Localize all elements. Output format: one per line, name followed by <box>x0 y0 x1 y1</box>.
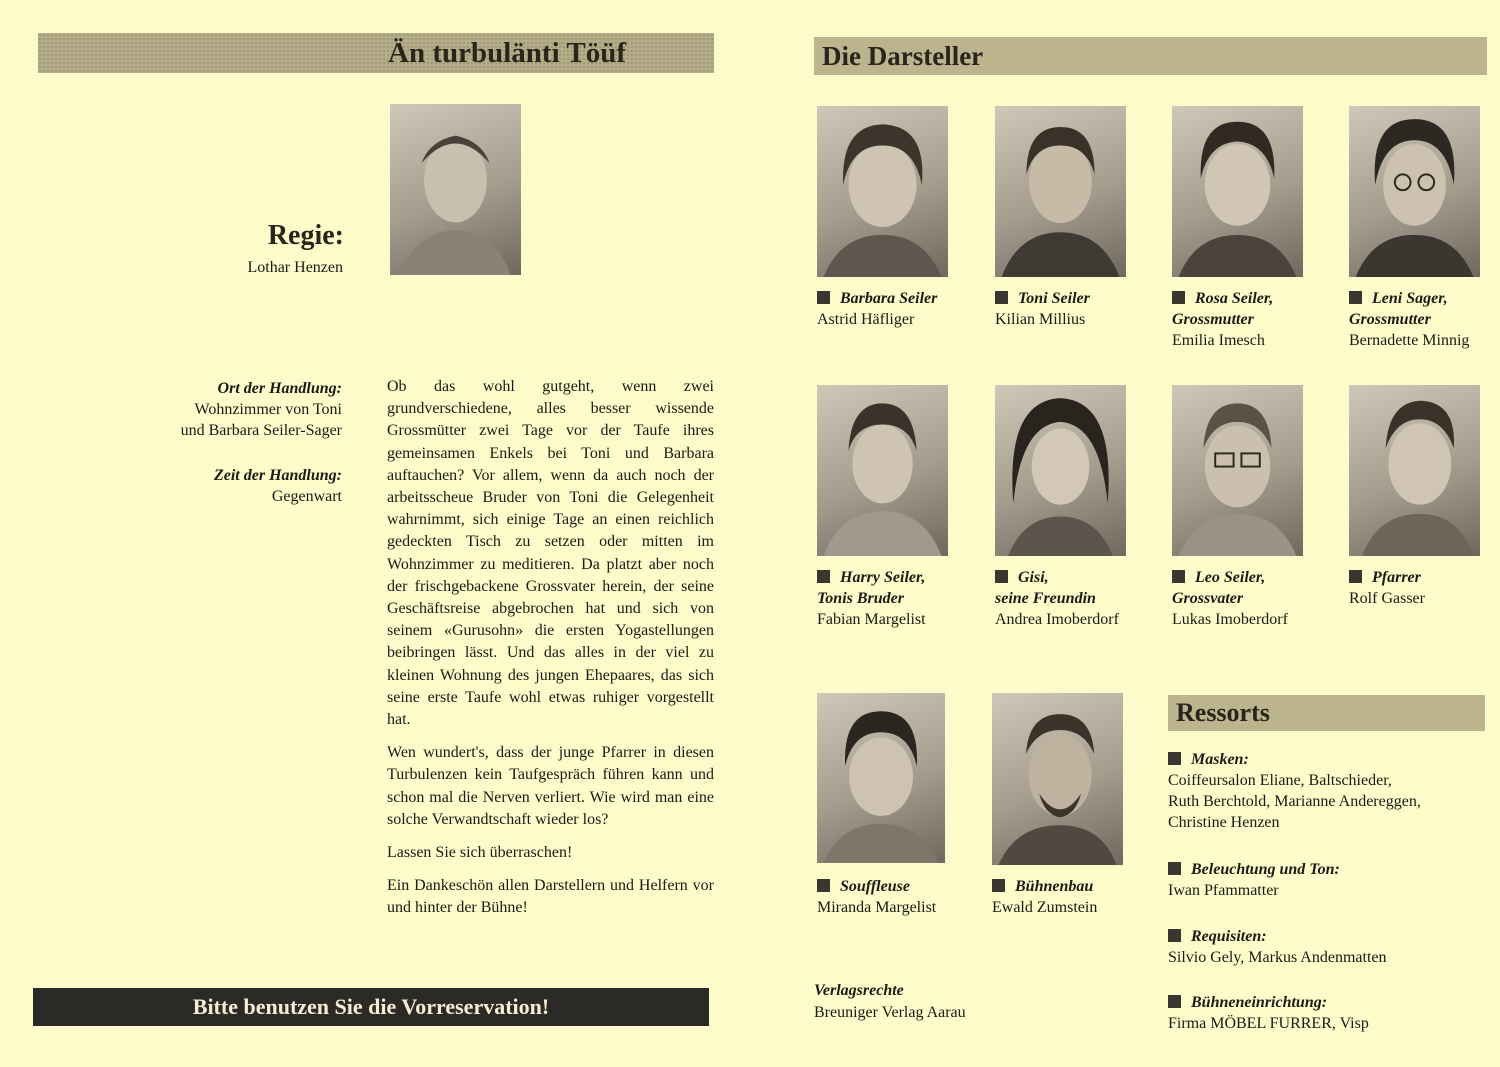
bullet-square-icon <box>1172 291 1185 304</box>
bullet-square-icon <box>1168 862 1181 875</box>
ressorts-title: Ressorts <box>1168 695 1485 731</box>
bullet-square-icon <box>1172 570 1185 583</box>
cast-photo <box>1349 106 1480 277</box>
bullet-square-icon <box>1349 291 1362 304</box>
cast-caption <box>817 876 987 918</box>
bullet-square-icon <box>995 570 1008 583</box>
director-photo <box>390 104 521 275</box>
cast-role: Souffleuse <box>840 878 910 895</box>
zeit-block <box>140 465 342 507</box>
cast-actor: Fabian Margelist <box>817 611 926 628</box>
cast-role: seine Freundin <box>995 590 1096 607</box>
cast-role: Toni Seiler <box>1018 290 1090 307</box>
publisher-label: Verlagsrechte <box>814 982 904 999</box>
ressort-item <box>1168 859 1468 901</box>
cast-actor: Andrea Imoberdorf <box>995 611 1119 628</box>
cast-photo <box>995 106 1126 277</box>
ressort-item <box>1168 926 1468 968</box>
ressort-item <box>1168 749 1468 833</box>
synopsis-paragraph: Wen wundert's, dass der junge Pfarrer in diesen Turbulenzen kein Taufgespräch führen kann und schon mal die Nerven verliert. Wie wird man eine solche Verwandtschaft wieder los? <box>387 744 714 828</box>
bullet-square-icon <box>1168 752 1181 765</box>
ressort-line: Coiffeursalon Eliane, Baltschieder, <box>1168 772 1392 789</box>
cast-photo <box>995 385 1126 556</box>
cast-role: Tonis Bruder <box>817 590 904 607</box>
bullet-square-icon <box>817 879 830 892</box>
ressort-item <box>1168 992 1468 1034</box>
cast-photo <box>1172 106 1303 277</box>
ort-block <box>140 378 342 441</box>
cast-caption <box>1172 288 1342 351</box>
cast-caption <box>992 876 1162 918</box>
synopsis-paragraph: Ob das wohl gutgeht, wenn zwei grundverschiedene, alles besser wissende Grossmütter zwei Tage vor der Taufe ihres gemeinsamen Enkels bei Toni und Barbara auftauchen? Vor allem, wenn da auch noch der arbeitsscheue Bruder von Toni die Gelegenheit wahrnimmt, sich einige Tage an einen reichlich gedeckten Tisch zu setzen oder mitten im Wohnzimmer zu meditieren. Da platzt aber noch der frischgebackene Grossvater herein, der seine Geschäftsreise abgebrochen hat und sich von seinem «Gurusohn» die ersten Yogastellungen beibringen lässt. Und das alles in der viel zu kleinen Wohnung des jungen Ehepaares, das sich seine erste Taufe wohl etwas ruhiger vorgestellt hat. <box>387 378 714 729</box>
ressort-label: Masken: <box>1191 751 1249 768</box>
cast-caption <box>1349 567 1489 609</box>
cast-actor: Rolf Gasser <box>1349 590 1425 607</box>
synopsis-paragraph: Lassen Sie sich überraschen! <box>387 844 573 862</box>
ressort-line: Ruth Berchtold, Marianne Andereggen, <box>1168 793 1421 810</box>
cast-role: Grossmutter <box>1172 311 1254 328</box>
cast-role: Pfarrer <box>1372 569 1421 586</box>
cast-caption <box>1172 567 1342 630</box>
bullet-square-icon <box>1168 929 1181 942</box>
cast-actor: Miranda Margelist <box>817 899 937 916</box>
bullet-square-icon <box>995 291 1008 304</box>
cast-photo <box>817 106 948 277</box>
bullet-square-icon <box>817 291 830 304</box>
cast-role: Bühnenbau <box>1015 878 1094 895</box>
publisher-name: Breuniger Verlag Aarau <box>814 1004 966 1021</box>
cast-role: Grossvater <box>1172 590 1244 607</box>
cast-caption <box>817 567 987 630</box>
cast-actor: Kilian Millius <box>995 311 1086 328</box>
reservation-banner: Bitte benutzen Sie die Vorreservation! <box>33 988 709 1026</box>
cast-caption <box>1349 288 1489 351</box>
cast-role: Rosa Seiler, <box>1195 290 1274 307</box>
cast-actor: Bernadette Minnig <box>1349 332 1470 349</box>
ressort-label: Bühneneinrichtung: <box>1191 994 1328 1011</box>
ort-line: und Barbara Seiler-Sager <box>180 422 342 439</box>
cast-caption <box>995 567 1165 630</box>
cast-photo <box>817 693 945 863</box>
cast-role: Leni Sager, <box>1372 290 1448 307</box>
ressort-line: Silvio Gely, Markus Andenmatten <box>1168 949 1387 966</box>
ressort-label: Beleuchtung und Ton: <box>1191 861 1340 878</box>
cast-caption <box>995 288 1165 330</box>
cast-actor: Ewald Zumstein <box>992 899 1098 916</box>
cast-photo <box>817 385 948 556</box>
regie-label: Regie: <box>267 220 344 251</box>
left-page-title: Än turbulänti Töüf <box>38 33 714 73</box>
cast-caption <box>817 288 987 330</box>
cast-role: Gisi, <box>1018 569 1049 586</box>
cast-photo <box>992 693 1123 865</box>
ressort-line: Christine Henzen <box>1168 814 1280 831</box>
ressort-label: Requisiten: <box>1191 928 1267 945</box>
cast-photo <box>1349 385 1480 556</box>
synopsis <box>387 376 714 931</box>
zeit-label: Zeit der Handlung: <box>213 467 342 484</box>
cast-actor: Astrid Häfliger <box>817 311 915 328</box>
cast-role: Barbara Seiler <box>840 290 938 307</box>
cast-title: Die Darsteller <box>814 37 1487 75</box>
cast-actor: Emilia Imesch <box>1172 332 1265 349</box>
cast-role: Grossmutter <box>1349 311 1431 328</box>
synopsis-paragraph: Ein Dankeschön allen Darstellern und Helfern vor und hinter der Bühne! <box>387 877 714 917</box>
cast-role: Leo Seiler, <box>1195 569 1266 586</box>
bullet-square-icon <box>1168 995 1181 1008</box>
bullet-square-icon <box>1349 570 1362 583</box>
publisher-block <box>814 980 966 1024</box>
ort-line: Wohnzimmer von Toni <box>194 401 342 418</box>
cast-role: Harry Seiler, <box>840 569 926 586</box>
ort-label: Ort der Handlung: <box>217 380 342 397</box>
zeit-value: Gegenwart <box>271 488 342 505</box>
cast-photo <box>1172 385 1303 556</box>
ressort-line: Firma MÖBEL FURRER, Visp <box>1168 1015 1369 1032</box>
regie-name: Lothar Henzen <box>247 259 343 276</box>
bullet-square-icon <box>992 879 1005 892</box>
bullet-square-icon <box>817 570 830 583</box>
cast-actor: Lukas Imoberdorf <box>1172 611 1288 628</box>
ressort-line: Iwan Pfammatter <box>1168 882 1279 899</box>
